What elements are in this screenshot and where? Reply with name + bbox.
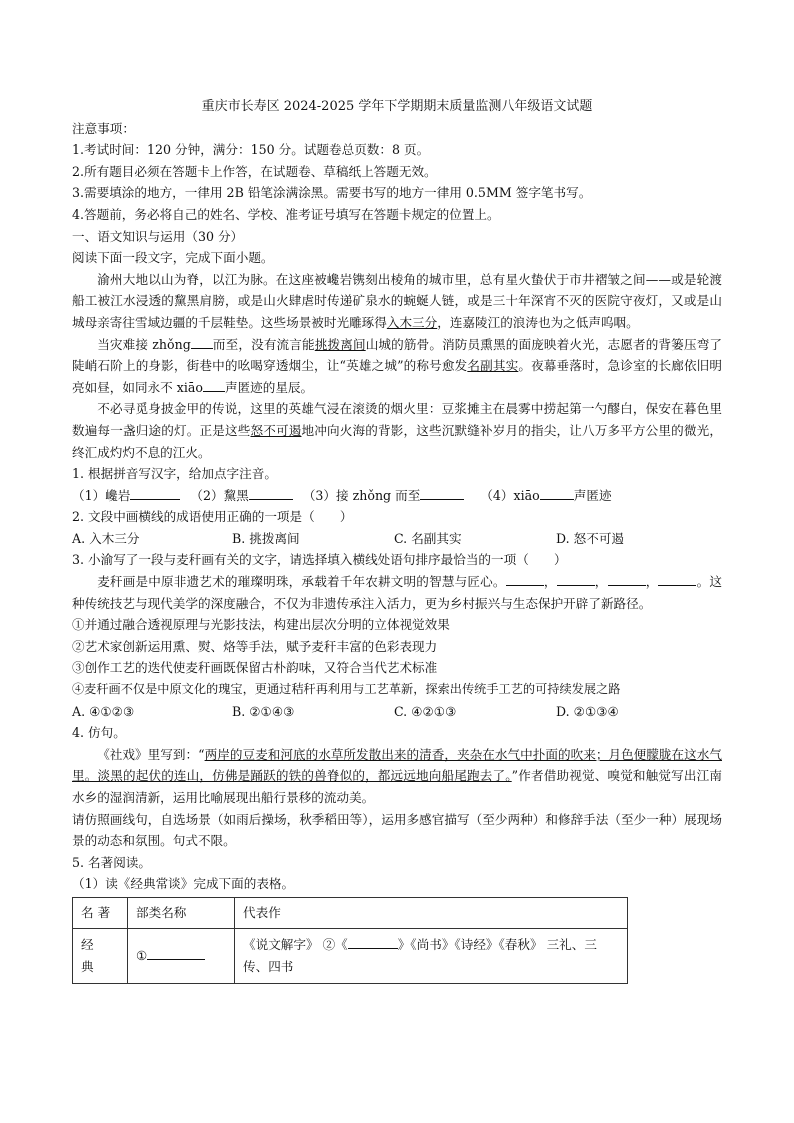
fill-blank[interactable]	[203, 377, 225, 392]
sentence-blank[interactable]	[658, 571, 696, 586]
p2-text-e: 声匿迹的星辰。	[224, 379, 314, 395]
notice-item-1: 1.考试时间：120 分钟，满分：150 分。试题卷总页数：8 页。	[72, 142, 430, 158]
answer-blank[interactable]	[130, 485, 180, 500]
sentence-blank[interactable]	[608, 571, 646, 586]
p2-text-d: 。夜幕垂落时，急诊室的长廊依旧明亮如昼，如同永不 xiāo	[72, 358, 723, 395]
passage-paragraph-3	[72, 398, 722, 463]
passage-paragraph-2	[72, 334, 722, 399]
question-3-options	[72, 701, 722, 723]
p2-text-a: 当灾难接 zhǒng	[97, 336, 191, 352]
sentence-blank[interactable]	[557, 571, 595, 586]
table-header-row	[73, 897, 628, 928]
idiom-underlined-4: 怒不可遏	[250, 422, 302, 438]
q3-passage-a: 麦秆画是中原非遗艺术的璀璨明珠，承载着千年农耕文明的智慧与匠心。	[97, 574, 506, 590]
q3-option-b[interactable]: B. ②①④③	[232, 703, 295, 719]
q2-option-a[interactable]: A. 入木三分	[72, 530, 140, 546]
table-cell-name: 经典	[73, 928, 128, 983]
q2-option-c[interactable]: C. 名副其实	[394, 530, 462, 546]
q2-option-d[interactable]: D. 怒不可遏	[556, 530, 625, 546]
q4-task: 请仿照画线句，自选场景（如雨后操场，秋季稻田等），运用多感官描写（至少两种）和修辞手法（至少一种）展现场景的动态和氛围。句式不限。	[72, 811, 722, 849]
q3-passage: 麦秆画是中原非遗艺术的璀璨明珠，承载着千年农耕文明的智慧与匠心。 ， ， ， 。这种传统技艺与现代美学的深度融合，不仅为非遗传承注入活力，更为乡村振兴与生态保护开辟了新路径。	[72, 571, 722, 614]
question-4-stem: 4. 仿句。	[72, 725, 126, 741]
question-3-stem: 3. 小渝写了一段与麦秆画有关的文字，请选择填入横线处语句排序最恰当的一项（ ）	[72, 552, 567, 568]
question-1-items	[72, 485, 722, 507]
q4-quote	[72, 744, 722, 809]
q4-quote-a: 《社戏》里写到：“	[97, 746, 205, 762]
notice-item-2: 2.所有题目必须在答题卡上作答，在试题卷、草稿纸上答题无效。	[72, 163, 437, 179]
section-heading: 一、语文知识与运用（30 分）	[72, 228, 244, 244]
notice-item-4: 4.答题前，务必将自己的姓名、学校、准考证号填写在答题卡规定的位置上。	[72, 206, 500, 222]
idiom-underlined-1: 入木三分	[386, 314, 438, 330]
q3-sentence-4: ④麦秆画不仅是中原文化的瑰宝，更通过秸秆再利用与工艺革新，探索出传统手工艺的可持续发展之路	[72, 682, 621, 697]
sentence-blank[interactable]	[506, 571, 544, 586]
p2-text-c: 山城的筋骨。消防员熏黑的面庞映着火光，志愿者的背篓压弯了陡峭石阶上的身影，街巷中的吆喝穿透烟尘，让“英雄之城”的称号愈发	[72, 336, 723, 374]
passage-paragraph-1	[72, 269, 722, 334]
q4-quote-underlined: 两岸的豆麦和河底的水草所发散出来的清香，夹杂在水气中扑面的吹来；月色便朦胧在这水气里。淡黑的起伏的连山，仿佛是踊跃的铁的兽脊似的，都远远地向船尾跑去了。	[72, 746, 722, 784]
p1-text-b: ，连嘉陵江的浪涛也为之低声呜咽。	[437, 314, 639, 330]
q3-sentence-1: ①并通过融合透视原理与光影技法，构建出层次分明的立体视觉效果	[72, 617, 450, 633]
q2-option-b[interactable]: B. 挑拨离间	[232, 530, 300, 546]
q5-sub: （1）读《经典常谈》完成下面的表格。	[72, 876, 295, 892]
q1-item-2: （2）黧黑	[190, 487, 249, 503]
q3-sentence-3: ③创作工艺的迭代使麦秆画既保留古朴韵味，又符合当代艺术标准	[72, 660, 438, 676]
q3-option-a[interactable]: A. ④①②③	[72, 703, 135, 719]
table-header-2: 部类名称	[128, 897, 235, 928]
answer-blank[interactable]	[540, 485, 574, 500]
q1-item-4-suffix: 声匿迹	[573, 487, 612, 503]
notice-item-3: 3.需要填涂的地方，一律用 2B 铅笔涂满涂黑。需要书写的地方一律用 0.5MM 签字笔书写。	[72, 185, 592, 201]
idiom-underlined-2: 挑拨离间	[314, 336, 366, 352]
question-5-stem: 5. 名著阅读。	[72, 854, 151, 870]
answer-blank[interactable]	[420, 485, 464, 500]
notice-heading: 注意事项：	[72, 120, 135, 136]
idiom-underlined-3: 名副其实	[467, 358, 519, 374]
table-row	[73, 928, 628, 983]
question-2-options	[72, 528, 722, 550]
question-2-stem: 2. 文段中画横线的成语使用正确的一项是（ ）	[72, 509, 353, 525]
q1-item-3: （3）接 zhǒng 而至	[302, 487, 421, 503]
answer-blank[interactable]	[147, 945, 205, 960]
classics-table	[72, 897, 628, 984]
q3-option-c[interactable]: C. ④②①③	[394, 703, 457, 719]
question-1-stem: 1. 根据拼音写汉字，给加点字注音。	[72, 466, 277, 482]
page-title: 重庆市长寿区 2024-2025 学年下学期期末质量监测八年级语文试题	[201, 99, 593, 114]
exam-page	[72, 96, 722, 984]
p1-text-a: 渝州大地以山为脊，以江为脉。在这座被巉岩镌刻出棱角的城市里，总有星火蛰伏于市井褶皱之间——或是轮渡船工被江水浸透的黧黑肩膀，或是山火肆虐时传递矿泉水的蜿蜒人链，或是三十年深宵不灭的医院守夜灯，又或是山城母亲寄往雪域边疆的千层鞋垫。这些场景被时光雕琢得	[72, 271, 722, 330]
table-cell-works: 《说文解字》 ②《 》《尚书》《诗经》《春秋》 三礼、三传、四书	[235, 928, 628, 983]
p2-text-b: 而至，没有流言能	[212, 336, 315, 352]
answer-blank[interactable]	[249, 485, 293, 500]
table-cell-category: ①	[128, 928, 235, 983]
q1-item-4: （4）xiāo	[480, 487, 540, 503]
q3-passage-b: 。这种传统技艺与现代美学的深度融合，不仅为非遗传承注入活力，更为乡村振兴与生态保护开辟了新路径。	[72, 574, 723, 611]
q3-sentence-2: ②艺术家创新运用熏、熨、烙等手法，赋予麦秆丰富的色彩表现力	[72, 638, 438, 654]
q4-quote-b: ”作者借助视觉、嗅觉和触觉写出江南水乡的湿润清新，运用比喻展现出船行景移的流动美。	[72, 768, 722, 805]
p3-text-b: 地冲向火海的背影，这些沉默缝补岁月的指尖，让八万多平方公里的微光，终汇成灼灼不息的江火。	[72, 422, 723, 460]
fill-blank[interactable]	[191, 334, 213, 349]
q3-option-d[interactable]: D. ②①③④	[556, 703, 619, 719]
p3-text-a: 不必寻觅身披金甲的传说，这里的英雄气浸在滚烫的烟火里：豆浆摊主在晨雾中捞起第一勺醪白，保安在暮色里数遍每一盏归途的灯。正是这些	[72, 401, 722, 438]
table-header-3: 代表作	[235, 897, 628, 928]
table-header-1: 名 著	[73, 897, 128, 928]
q1-item-1: （1）巉岩	[72, 487, 131, 503]
reading-instruction: 阅读下面一段文字，完成下面小题。	[72, 250, 274, 266]
answer-blank[interactable]	[348, 934, 398, 949]
